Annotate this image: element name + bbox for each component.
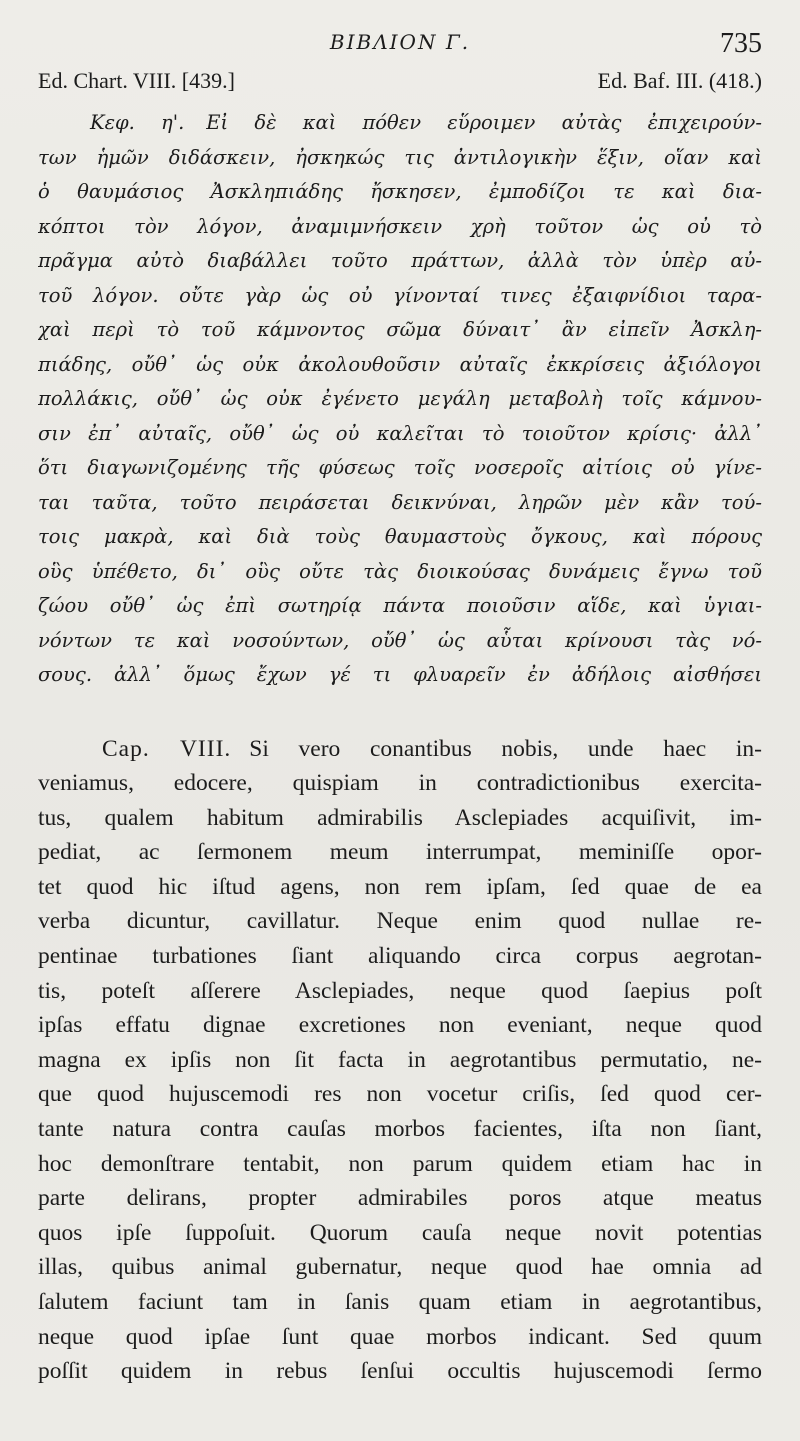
- latin-line: que quod hujuscemodi res non vocetur criſis, ſed quod cer-: [38, 1081, 762, 1108]
- greek-line: σιν ἐπ᾽ αὐταῖς, οὔθ᾽ ὡς οὐ καλεῖται τὸ τοιοῦτον κρίσις· ἀλλ᾽: [38, 421, 762, 445]
- latin-line: [38, 732, 762, 767]
- latin-line: poſſit quidem in rebus ſenſui occultis hujuscemodi ſermo: [38, 1358, 762, 1385]
- greek-line: σους. ἀλλ᾽ ὅμως ἔχων γέ τι φλυαρεῖν ἐν ἀδήλοις αἰσθήσει: [38, 663, 762, 686]
- latin-line: pentinae turbationes ſiant aliquando circa corpus aegrotan-: [38, 943, 762, 970]
- latin-line: neque quod ipſae ſunt quae morbos indicant. Sed quum: [38, 1323, 762, 1350]
- latin-line: ipſas effatu dignae excretiones non eveniant, neque quod: [38, 1012, 762, 1039]
- greek-line: ται ταῦτα, τοῦτο πειράσεται δεικνύναι, ληρῶν μὲν κἂν τού-: [38, 490, 762, 514]
- greek-line: πρᾶγμα αὐτὸ διαβάλλει τοῦτο πράττων, ἀλλὰ τὸν ὑπὲρ αὐ-: [38, 249, 762, 272]
- running-title: ΒΙΒΛΙΟΝ Γ.: [329, 30, 471, 54]
- greek-line: τοῦ λόγον. οὔτε γὰρ ὡς οὐ γίνονταί τινες ἐξαιφνίδιοι ταρα-: [38, 283, 762, 307]
- latin-line: illas, quibus animal gubernatur, neque quod hae omnia ad: [38, 1254, 762, 1281]
- latin-line: pediat, ac ſermonem meum interrumpat, meminiſſe opor-: [38, 839, 762, 866]
- latin-line: tante natura contra cauſas morbos facientes, iſta non ſiant,: [38, 1116, 762, 1143]
- latin-line-text: Si vero conantibus nobis, unde haec in-: [249, 735, 762, 762]
- edition-right: Ed. Baf. III. (418.): [597, 68, 762, 93]
- greek-line: νόντων τε καὶ νοσούντων, οὔθ᾽ ὡς αὗται κρίνουσι τὰς νό-: [38, 628, 762, 652]
- latin-chapter-label: Cap. VIII.: [102, 735, 232, 762]
- latin-line: veniamus, edocere, quispiam in contradictionibus exercita-: [38, 770, 762, 797]
- latin-line: quos ipſe ſuppoſuit. Quorum cauſa neque novit potentias: [38, 1219, 762, 1246]
- edition-left: Ed. Chart. VIII. [439.]: [38, 68, 235, 93]
- latin-line: hoc demonſtrare tentabit, non parum quidem etiam hac in: [38, 1150, 762, 1177]
- latin-line: ſalutem faciunt tam in ſanis quam etiam in aegrotantibus,: [38, 1289, 762, 1315]
- latin-line: tus, qualem habitum admirabilis Asclepiades acquiſivit, im-: [38, 804, 762, 831]
- greek-line: ὅτι διαγωνιζομένης τῆς φύσεως τοῖς νοσεροῖς αἰτίοις οὐ γίνε-: [38, 456, 762, 479]
- latin-line: tis, poteſt aſſerere Asclepiades, neque quod ſaepius poſt: [38, 977, 762, 1004]
- running-head: [38, 0, 762, 72]
- greek-line: πολλάκις, οὔθ᾽ ὡς οὐκ ἐγένετο μεγάλη μεταβολὴ τοῖς κάμνου-: [38, 387, 762, 410]
- edition-line: [38, 68, 762, 98]
- greek-line: κόπτοι τὸν λόγον, ἀναμιμνήσκειν χρὴ τοῦτον ὡς οὐ τὸ: [38, 214, 762, 238]
- greek-line: χαὶ περὶ τὸ τοῦ κάμνοντος σῶμα δύναιτ᾽ ἂν εἰπεῖν Ἀσκλη-: [38, 318, 762, 341]
- latin-line: verba dicuntur, cavillatur. Neque enim quod nullae re-: [38, 908, 762, 935]
- section-divider: [38, 713, 762, 714]
- page-number: 735: [720, 28, 762, 59]
- greek-line: οὓς ὑπέθετο, δι᾽ οὓς οὔτε τὰς διοικούσας δυνάμεις ἔγνω τοῦ: [38, 559, 762, 583]
- latin-text-block: [38, 732, 762, 1389]
- greek-text-block: [38, 106, 762, 693]
- greek-line-text: Εἰ δὲ καὶ πόθεν εὕροιμεν αὐτὰς ἐπιχειρούν-: [206, 111, 762, 134]
- greek-line: τοις μακρὰ, καὶ διὰ τοὺς θαυμαστοὺς ὄγκους, καὶ πόρους: [38, 525, 762, 548]
- greek-chapter-label: Κεφ. η'.: [90, 111, 185, 134]
- latin-line: magna ex ipſis non ſit facta in aegrotantibus permutatio, ne-: [38, 1046, 762, 1073]
- greek-line: [38, 106, 762, 141]
- greek-line: πιάδης, οὔθ᾽ ὡς οὐκ ἀκολουθοῦσιν αὐταῖς ἐκκρίσεις ἀξιόλογοι: [38, 352, 762, 376]
- greek-line: των ἡμῶν διδάσκειν, ἠσκηκώς τις ἀντιλογικὴν ἕξιν, οἵαν καὶ: [38, 145, 762, 169]
- greek-line: ὁ θαυμάσιος Ἀσκληπιάδης ἤσκησεν, ἐμποδίζοι τε καὶ δια-: [38, 180, 762, 203]
- latin-line: tet quod hic iſtud agens, non rem ipſam, ſed quae de ea: [38, 873, 762, 900]
- latin-line: parte delirans, propter admirabiles poros atque meatus: [38, 1185, 762, 1212]
- greek-line: ζώου οὔθ᾽ ὡς ἐπὶ σωτηρίᾳ πάντα ποιοῦσιν αἵδε, καὶ ὑγιαι-: [38, 594, 762, 617]
